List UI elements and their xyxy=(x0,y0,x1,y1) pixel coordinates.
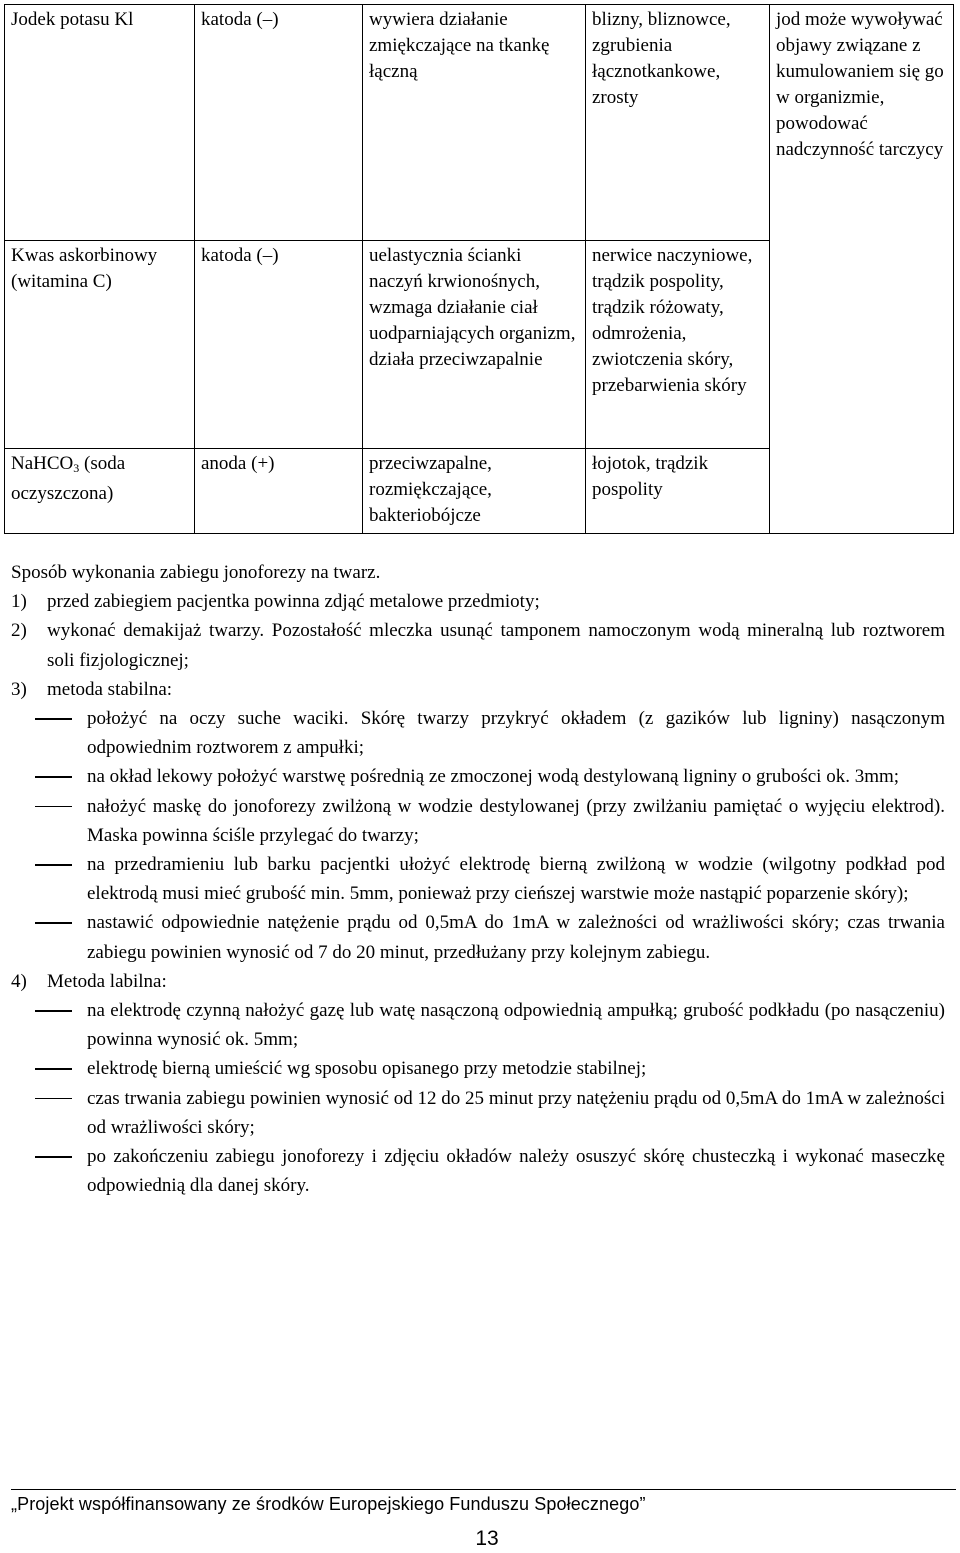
list-item-text: po zakończeniu zabiegu jonoforezy i zdjęciu okładów należy osuszyć skórę chusteczką i wykonać maseczkę odpowiednią dla danej skóry. xyxy=(87,1146,945,1197)
list-item-text: położyć na oczy suche waciki. Skórę twarzy przykryć okładem (z gazików lub ligniny) nasączonym odpowiednim roztworem z ampułki; xyxy=(87,708,945,759)
substance-formula: NaHCO xyxy=(11,453,74,474)
step-item xyxy=(11,587,945,616)
indications-cell: nerwice naczyniowe, trądzik pospolity, trądzik różowaty, odmrożenia, zwiotczenia skóry, przebarwienia skóry xyxy=(586,241,770,449)
step-number: 3) xyxy=(11,678,27,700)
list-item xyxy=(11,762,945,791)
indications-cell: blizny, bliznowce, zgrubienia łącznotkankowe, zrosty xyxy=(586,5,770,241)
notes-cell: jod może wywoływać objawy związane z kumulowaniem się go w organizmie, powodować nadczynność tarczycy xyxy=(770,5,954,534)
action-cell: przeciwzapalne, rozmiękczające, bakteriobójcze xyxy=(363,449,586,534)
step-item xyxy=(11,616,945,674)
action-cell: wywiera działanie zmiękczające na tkankę łączną xyxy=(363,5,586,241)
step-number: 2) xyxy=(11,620,27,642)
substance-cell xyxy=(5,449,195,534)
page-number: 13 xyxy=(475,1527,499,1550)
list-item xyxy=(11,792,945,850)
list-item-text: elektrodę bierną umieścić wg sposobu opisanego przy metodzie stabilnej; xyxy=(87,1058,647,1080)
dash-bullet-icon xyxy=(35,922,72,924)
list-item-text: na elektrodę czynną nałożyć gazę lub watę nasączoną odpowiednią ampułką; grubość podkładu (po nasączeniu) powinna wynosić ok. 5mm; xyxy=(87,1000,945,1051)
step-text: wykonać demakijaż twarzy. Pozostałość mleczka usunąć tamponem namoczonym wodą mineralną lub roztworem soli fizjologicznej; xyxy=(47,620,945,671)
electrode-cell: anoda (+) xyxy=(195,449,363,534)
list-item xyxy=(11,1054,945,1083)
list-item xyxy=(11,704,945,762)
step-number: 4) xyxy=(11,970,27,992)
dash-bullet-icon xyxy=(35,776,72,778)
electrode-cell: katoda (–) xyxy=(195,5,363,241)
substance-table xyxy=(4,4,954,534)
dash-bullet-icon xyxy=(35,864,72,866)
list-item xyxy=(11,1084,945,1142)
list-item xyxy=(11,908,945,966)
action-cell: uelastycznia ścianki naczyń krwionośnych, wzmaga działanie ciał uodparniających organizm, działa przeciwzapalnie xyxy=(363,241,586,449)
dash-bullet-icon xyxy=(35,806,72,808)
table-row xyxy=(5,5,954,241)
step-number: 1) xyxy=(11,591,27,613)
dash-bullet-icon xyxy=(35,718,72,720)
list-item xyxy=(11,996,945,1054)
substance-cell: Kwas askorbinowy (witamina C) xyxy=(5,241,195,449)
list-item xyxy=(11,1142,945,1200)
list-item-text: na okład lekowy położyć warstwę pośrednią ze zmoczonej wodą destylowaną ligniny o grubości ok. 3mm; xyxy=(87,766,900,788)
indications-cell: łojotok, trądzik pospolity xyxy=(586,449,770,534)
step-text: przed zabiegiem pacjentka powinna zdjąć metalowe przedmioty; xyxy=(47,591,540,613)
list-item-text: nałożyć maskę do jonoforezy zwilżoną w wodzie destylowanej (przy zwilżaniu pamiętać o wyjęciu elektrod). Maska powinna ściśle przylegać do twarzy; xyxy=(87,795,945,846)
footer-text: „Projekt współfinansowany ze środków Europejskiego Funduszu Społecznego” xyxy=(11,1494,646,1514)
step-item xyxy=(11,675,945,704)
step-text: Metoda labilna: xyxy=(47,970,167,992)
list-item-text: czas trwania zabiegu powinien wynosić od 12 do 25 minut przy natężeniu prądu od 0,5mA do 1mA w zależności od wrażliwości skóry; xyxy=(87,1087,945,1138)
dash-bullet-icon xyxy=(35,1010,72,1012)
dash-bullet-icon xyxy=(35,1098,72,1100)
electrode-cell: katoda (–) xyxy=(195,241,363,449)
step-item xyxy=(11,967,945,996)
list-item-text: na przedramieniu lub barku pacjentki ułożyć elektrodę bierną zwilżoną w wodzie (wilgotny podkład pod elektrodą musi mieć grubość min. 5mm, ponieważ przy cieńszej warstwie może nastąpić poparzenie skóry); xyxy=(87,854,945,905)
footer-divider xyxy=(11,1489,956,1490)
substance-name: (soda oczyszczona) xyxy=(11,453,126,504)
formula-subscript: 3 xyxy=(73,461,80,475)
list-item-text: nastawić odpowiednie natężenie prądu od 0,5mA do 1mA w zależności od wrażliwości skóry; czas trwania zabiegu powinien wynosić od 7 do 20 minut, przedłużany przy kolejnym zabiegu. xyxy=(87,912,945,963)
procedure-section xyxy=(11,558,945,1200)
procedure-heading: Sposób wykonania zabiegu jonoforezy na twarz. xyxy=(11,562,381,583)
substance-cell: Jodek potasu Kl xyxy=(5,5,195,241)
list-item xyxy=(11,850,945,908)
dash-bullet-icon xyxy=(35,1068,72,1070)
dash-bullet-icon xyxy=(35,1156,72,1158)
step-text: metoda stabilna: xyxy=(47,678,173,700)
